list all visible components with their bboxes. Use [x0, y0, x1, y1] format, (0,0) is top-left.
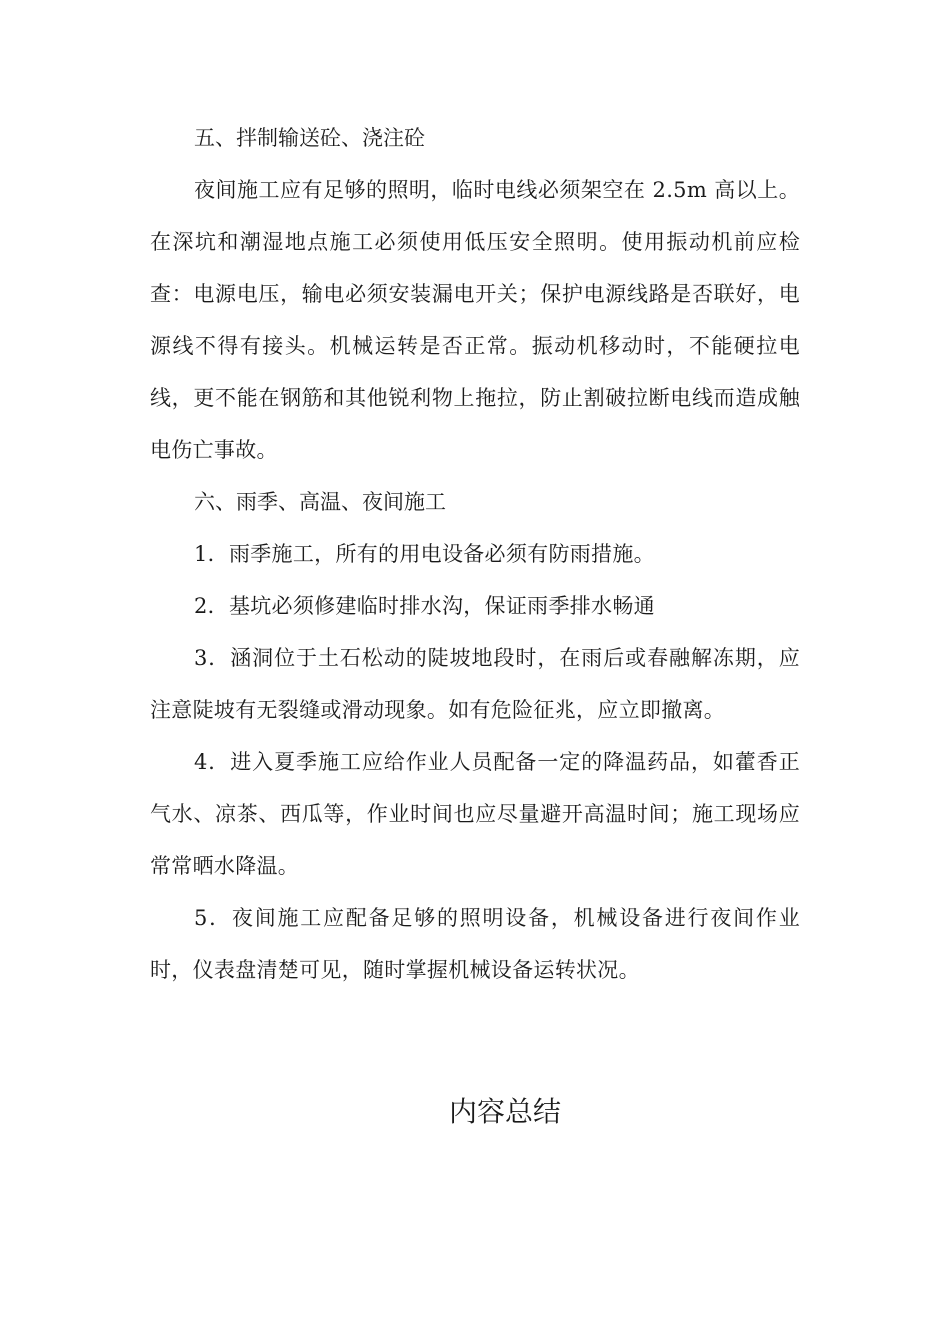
summary-title: 内容总结 [448, 1095, 561, 1128]
section6-item-5: 5．夜间施工应配备足够的照明设备，机械设备进行夜间作业时，仪表盘清楚可见，随时掌握机械设备运转状况。 [150, 906, 800, 982]
section5-heading: 五、拌制输送砼、浇注砼 [194, 126, 425, 150]
section5-paragraph: 夜间施工应有足够的照明，临时电线必须架空在 2.5m 高以上。在深坑和潮湿地点施工必须使用低压安全照明。使用振动机前应检查：电源电压，输电必须安装漏电开关；保护电源线路是否联好，电源线不得有接头。机械运转是否正常。振动机移动时，不能硬拉电线，更不能在钢筋和其他锐利物上拖拉，防止割破拉断电线而造成触电伤亡事故。 [150, 178, 800, 462]
section6-item-3: 3．涵洞位于土石松动的陡坡地段时，在雨后或春融解冻期，应注意陡坡有无裂缝或滑动现象。如有危险征兆，应立即撤离。 [150, 646, 800, 722]
document-body [150, 112, 800, 996]
section6-item-4: 4．进入夏季施工应给作业人员配备一定的降温药品，如藿香正气水、凉茶、西瓜等，作业时间也应尽量避开高温时间；施工现场应常常晒水降温。 [150, 750, 800, 878]
section6-heading: 六、雨季、高温、夜间施工 [194, 490, 446, 514]
section6-item-1: 1．雨季施工，所有的用电设备必须有防雨措施。 [194, 542, 655, 566]
section6-item-2: 2．基坑必须修建临时排水沟，保证雨季排水畅通 [194, 594, 655, 618]
